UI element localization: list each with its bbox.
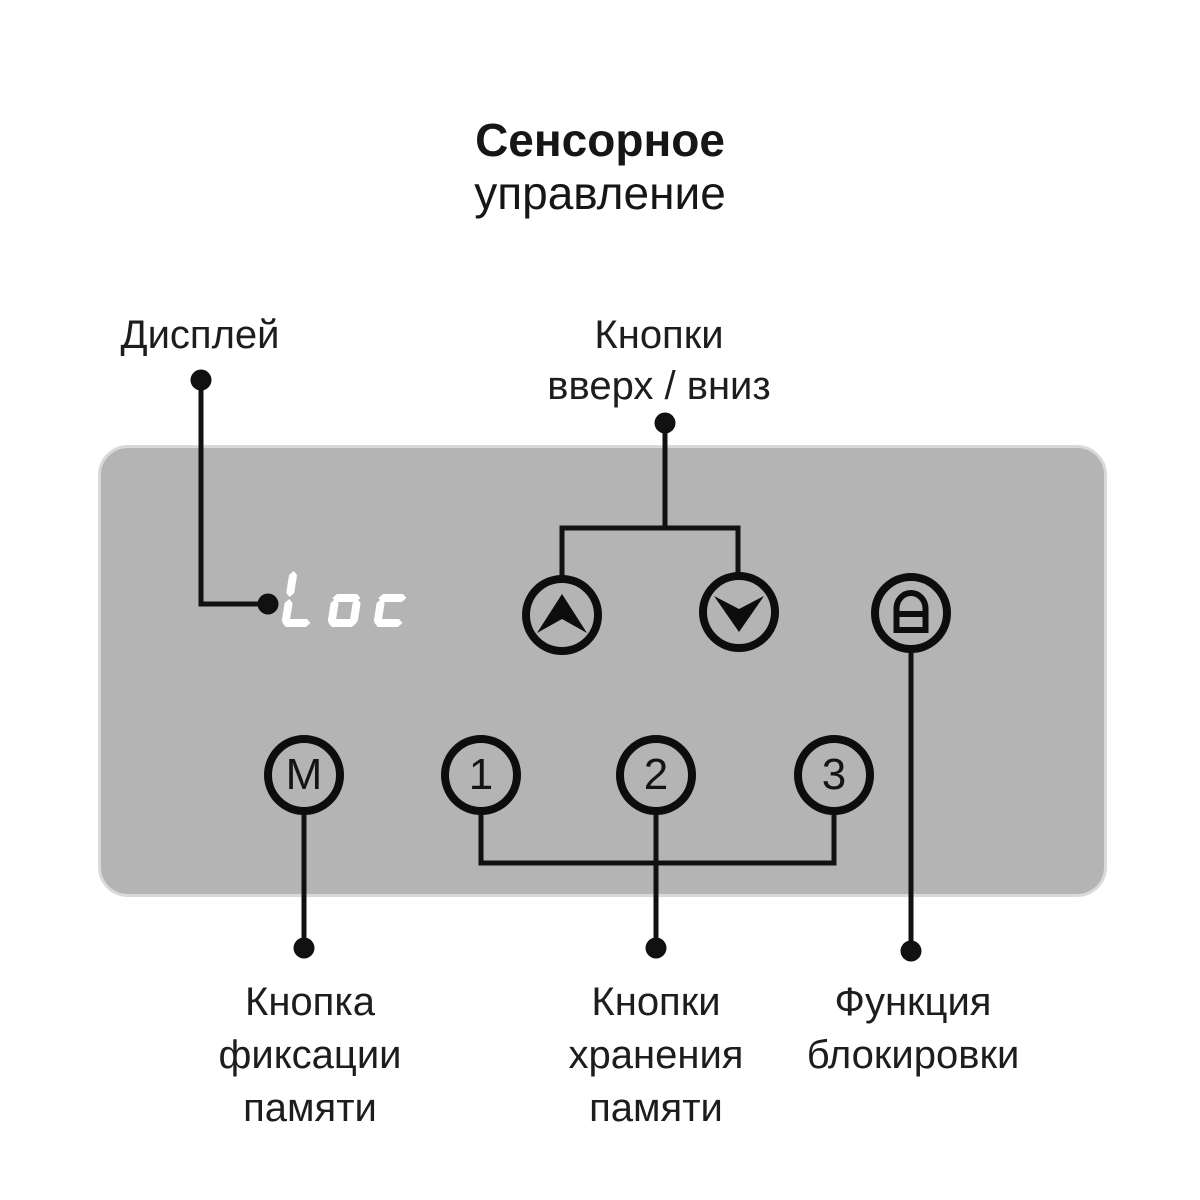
lock-callout-label [763,976,1063,1082]
page-title [300,114,900,220]
touch-panel [98,445,1107,897]
led-display [281,569,431,629]
lock-callout-line1: Функция [834,980,992,1024]
page-title-line1: Сенсорное [475,114,725,166]
preset-button-3-label: 3 [821,750,847,799]
down-button[interactable] [699,572,779,652]
preset-button-2[interactable] [616,735,696,815]
memory-store-callout-line2: хранения [568,1033,744,1077]
chevron-down-icon [707,580,771,644]
preset-button-3[interactable] [794,735,874,815]
callout-dot-presets [646,938,667,959]
up-button[interactable] [522,575,602,655]
memory-set-callout-line1: Кнопка [245,980,375,1024]
updown-callout-line1: Кнопки [594,313,724,357]
chevron-up-icon [530,583,594,647]
preset-button-1-label: 1 [468,750,494,799]
memory-set-callout-line2: фиксации [218,1033,402,1077]
memory-button[interactable] [264,735,344,815]
callout-dot-lock [901,941,922,962]
lock-callout-line2: блокировки [806,1033,1020,1077]
memory-button-label: M [285,750,323,799]
memory-store-callout-line1: Кнопки [591,980,721,1024]
callout-dot-display-start [191,370,212,391]
updown-callout-label [509,310,809,412]
preset-button-2-label: 2 [643,750,669,799]
updown-callout-line2: вверх / вниз [547,364,771,408]
display-callout-label: Дисплей [120,313,280,357]
callout-dot-updown [655,413,676,434]
memory-store-callout-label [506,976,806,1135]
page-title-line2: управление [474,167,726,219]
preset-button-1[interactable] [441,735,521,815]
lock-button[interactable] [871,573,951,653]
memory-store-callout-line3: памяти [589,1086,723,1130]
memory-set-callout-line3: памяти [243,1086,377,1130]
callout-dot-memory [294,938,315,959]
memory-set-callout-label [160,976,460,1135]
lock-icon [879,581,943,645]
